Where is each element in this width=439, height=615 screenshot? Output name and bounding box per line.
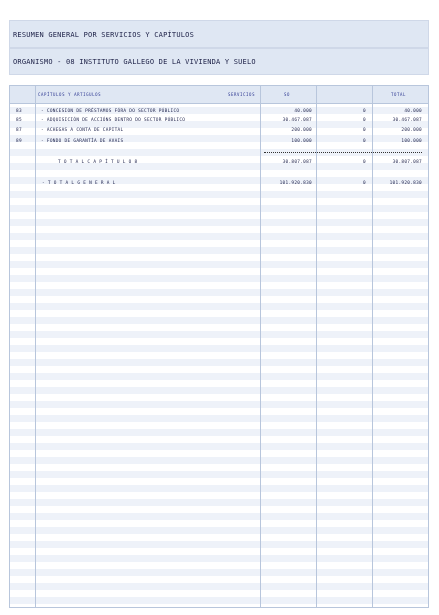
total-capitulo-so: 30.807.087 <box>282 160 312 165</box>
total-general-col2: 0 <box>363 181 366 186</box>
row-col2-value: 0 <box>363 139 366 144</box>
row-so-value: 40.000 <box>294 109 312 114</box>
column-header-so: SO <box>284 92 291 97</box>
row-col2-value: 0 <box>363 109 366 114</box>
organismo-label: ORGANISMO - 08 INSTITUTO GALLEGO DE LA VIVIENDA Y SUELO <box>13 58 256 66</box>
total-capitulo-col2: 0 <box>363 160 366 165</box>
row-code: 89 <box>16 139 22 144</box>
row-col2-value: 0 <box>363 128 366 133</box>
report-title: RESUMEN GENERAL POR SERVICIOS Y CAPÍTULOS <box>13 31 194 39</box>
row-total-value: 40.000 <box>404 109 422 114</box>
column-header-servicios: SERVICIOS <box>228 92 256 97</box>
row-total-value: 100.000 <box>401 139 422 144</box>
row-total-value: 200.000 <box>401 128 422 133</box>
report-title-bar <box>9 20 429 48</box>
subtotal-dotted-rule <box>264 152 422 153</box>
row-so-value: 30.467.087 <box>282 118 312 123</box>
row-code: 83 <box>16 109 22 114</box>
total-general-total: 101.920.830 <box>389 181 422 186</box>
table-header-row <box>10 86 428 104</box>
column-divider <box>316 86 317 607</box>
row-so-value: 100.000 <box>291 139 312 144</box>
total-general-so: 101.920.830 <box>279 181 312 186</box>
column-divider <box>35 86 36 607</box>
summary-table <box>9 85 429 608</box>
column-divider <box>260 86 261 607</box>
row-description: - ACHEGAS A CONTA DE CAPITAL <box>41 128 124 133</box>
row-description: - FONDO DE GARANTÍA DE AVAIS <box>41 139 124 144</box>
total-capitulo-label: T O T A L C A P Í T U L O 8 <box>58 160 138 165</box>
row-so-value: 200.000 <box>291 128 312 133</box>
column-header-capitulos: CAPÍTULOS Y ARTIGULOS <box>38 92 102 97</box>
total-capitulo-total: 30.807.087 <box>392 160 422 165</box>
row-code: 85 <box>16 118 22 123</box>
row-description: - ADQUISICIÓN DE ACCIÓNS DENTRO DO SECTOR PÚBLICO <box>41 118 186 123</box>
organismo-bar <box>9 48 429 75</box>
row-description: - CONCESION DE PRÉSTAMOS FÓRA DO SECTOR PÚBLICO <box>41 109 180 114</box>
column-header-total: TOTAL <box>391 92 407 97</box>
row-total-value: 30.467.087 <box>392 118 422 123</box>
total-general-label: - T O T A L G E N E R A L <box>42 181 116 186</box>
row-col2-value: 0 <box>363 118 366 123</box>
row-code: 87 <box>16 128 22 133</box>
